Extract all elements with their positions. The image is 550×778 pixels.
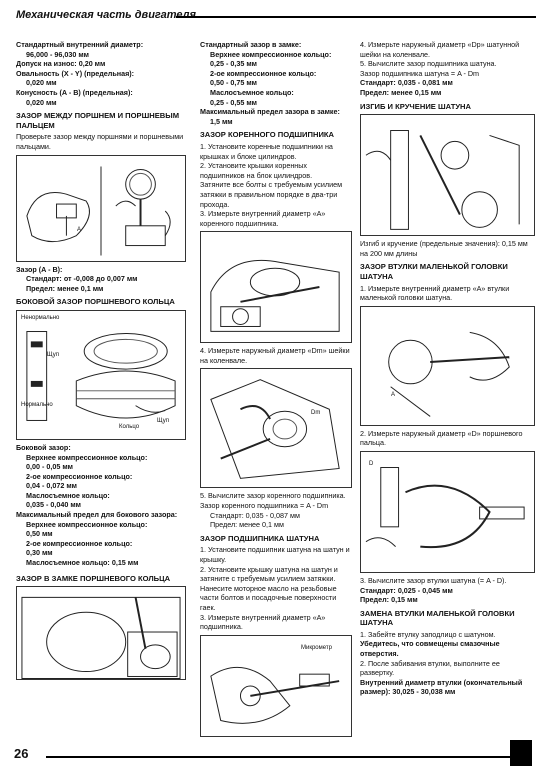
spec-line: 2-ое компрессионное кольцо: (26, 471, 133, 481)
small-end-step-3: 3. Вычислите зазор втулки шатуна (= A - D). (360, 575, 507, 585)
rod-bend-figure (360, 114, 535, 236)
spec-line: Маслосъемное кольцо: (210, 87, 294, 97)
ring-end-gap-spec (200, 40, 352, 126)
small-end-step-1: 1. Измерьте внутренний диаметр «A» втулки маленькой головки шатуна. (360, 283, 510, 303)
rod-bearing-result (360, 40, 535, 98)
journal-dm-figure (200, 368, 352, 488)
spec-line: Конусность (A - B) (предельная): (16, 87, 133, 97)
spec-line: 0,50 мм (26, 529, 53, 539)
footer-rule (46, 756, 532, 758)
label-probe-1: Щуп (47, 351, 60, 358)
label-abnormal: Ненормально (21, 314, 60, 321)
spec-line: 0,50 - 0,75 мм (210, 78, 257, 88)
main-bearing-steps (200, 142, 352, 228)
spec-line: Допуск на износ: 0,20 мм (16, 59, 106, 69)
page-number: 26 (14, 746, 29, 761)
small-end-standard: Стандарт: 0,025 - 0,045 мм (360, 585, 453, 595)
spec-line: Максимальный предел зазора в замке: (200, 107, 340, 117)
column-2 (200, 40, 352, 740)
spec-line: Стандартный зазор в замке: (200, 40, 302, 49)
piston-pin-standard: Стандарт: от -0,008 до 0,007 мм (26, 274, 138, 284)
page-title: Механическая часть двигателя (16, 9, 196, 21)
spec-line: 5. Вычислите зазор подшипника шатуна. (360, 59, 497, 69)
section-title-ring-side-clearance: БОКОВОЙ ЗАЗОР ПОРШНЕВОГО КОЛЬЦА (16, 297, 175, 307)
spec-line: Предел: менее 0,1 мм (210, 520, 284, 530)
spec-line: 0,04 - 0,072 мм (26, 481, 77, 491)
ring-side-clearance-spec (16, 443, 186, 568)
spec-line: Предел: менее 0,15 мм (360, 87, 442, 97)
spec-line: Овальность (X - Y) (предельная): (16, 68, 135, 78)
step-line: 2. Установите крышки коренных подшипников на блок цилиндров. (200, 161, 313, 180)
spec-line: 5. Вычислите зазор коренного подшипника. (200, 491, 346, 501)
figure-label-dm: Dm (311, 410, 321, 417)
section-title-bushing-replacement: ЗАМЕНА ВТУЛКИ МАЛЕНЬКОЙ ГОЛОВКИ ШАТУНА (360, 608, 515, 628)
ring-end-gap-figure (16, 586, 186, 680)
spec-line: 0,25 - 0,35 мм (210, 59, 257, 69)
spec-line: 2-ое компрессионное кольцо: (26, 538, 133, 548)
section-title-rod-bearing: ЗАЗОР ПОДШИПНИКА ШАТУНА (200, 533, 320, 543)
main-bearing-result (200, 491, 352, 529)
step-line: Нанесите моторное масло на резьбовые части болтов и посадочные поверхности гаек. (200, 583, 337, 612)
header-rule (176, 16, 536, 18)
step-line: Внутренний диаметр втулки (окончательный размер): 30,025 - 30,038 мм (360, 677, 523, 697)
footer-bar (510, 740, 532, 766)
small-end-bore-figure (360, 306, 535, 426)
piston-pin-gap: Зазор (A - B): (16, 264, 63, 274)
figure-label-micrometer: Микрометр (301, 644, 332, 651)
column-3 (360, 40, 535, 697)
spec-line: 0,25 - 0,55 мм (210, 97, 257, 107)
column-1 (16, 40, 186, 683)
rod-bearing-steps (200, 545, 352, 631)
label-ring: Кольцо (119, 423, 140, 430)
spec-line: Максимальный предел для бокового зазора: (16, 510, 178, 520)
spec-line: 1,5 мм (210, 116, 233, 126)
step-line: 2. После забивания втулки, выполните ее развертку. (360, 658, 500, 678)
spec-line: Стандарт: 0,035 - 0,087 мм (210, 510, 300, 520)
spec-line: 4. Измерьте наружный диаметр «Dp» шатунной шейки на коленвале. (360, 40, 520, 59)
section-title-piston-pin: ЗАЗОР МЕЖДУ ПОРШНЕМ И ПОРШНЕВЫМ ПАЛЬЦЕМ (16, 111, 180, 130)
step-line: Затяните все болты с требуемым усилием затяжки в правильном порядке в два-три прохода. (200, 180, 343, 209)
label-probe-2: Щуп (157, 417, 170, 424)
main-bearing-bore-figure (200, 231, 352, 343)
section-title-rod-bend: ИЗГИБ И КРУЧЕНИЕ ШАТУНА (360, 101, 472, 111)
spec-line: Зазор подшипника шатуна = A - Dm (360, 68, 480, 78)
figure-label-a-bore: A (391, 391, 396, 398)
figure-label-d: D (369, 460, 374, 467)
spec-line: 0,020 мм (26, 97, 57, 107)
rod-bend-text: Изгиб и кручение (предельные значения): 0,15 мм на 200 мм длины (360, 239, 528, 258)
section-text-piston-pin: Проверьте зазор между поршнями и поршневыми пальцами. (16, 132, 184, 151)
piston-pin-limit: Предел: менее 0,1 мм (26, 283, 104, 293)
small-end-step-2: 2. Измерьте наружный диаметр «D» поршневого пальца. (360, 428, 523, 448)
spec-line: Маслосъемное кольцо: 0,15 мм (26, 558, 139, 568)
spec-line: 0,020 мм (26, 78, 57, 88)
piston-pin-figure (16, 155, 186, 262)
spec-line: Зазор коренного подшипника = A - Dm (200, 501, 329, 511)
step-line: 3. Измерьте внутренний диаметр «A» коренного подшипника. (200, 209, 326, 228)
spec-line: Боковой зазор: (16, 442, 71, 452)
small-end-limit: Предел: 0,15 мм (360, 595, 418, 605)
section-title-main-bearing: ЗАЗОР КОРЕННОГО ПОДШИПНИКА (200, 130, 335, 140)
spec-line: Стандартный внутренний диаметр: (16, 40, 144, 49)
step-line: 2. Установите крышку шатуна на шатун и затяните с требуемым усилием затяжки. (200, 564, 338, 584)
spec-line: Стандарт: 0,035 - 0,081 мм (360, 78, 453, 88)
cylinder-spec-block (16, 40, 186, 107)
main-bearing-step-4: 4. Измерьте наружный диаметр «Dm» шейки на коленвале. (200, 346, 350, 365)
spec-line: 0,00 - 0,05 мм (26, 462, 73, 472)
step-line: 1. Установите подшипник шатуна на шатун и крышку. (200, 545, 350, 565)
pin-d-micrometer-figure (360, 451, 535, 573)
spec-line: 0,30 мм (26, 548, 53, 558)
ring-side-clearance-figure (16, 310, 186, 440)
spec-line: 2-ое компрессионное кольцо: (210, 68, 317, 78)
label-normal: Нормально (21, 401, 53, 408)
spec-line: Верхнее компрессионное кольцо: (26, 452, 148, 462)
spec-line: Верхнее компрессионное кольцо: (26, 519, 148, 529)
spec-line: Маслосъемное кольцо: (26, 490, 110, 500)
bushing-replacement-steps (360, 630, 535, 697)
step-line: 1. Забейте втулку заподлицо с шатуном. (360, 629, 496, 639)
figure-label-a: A (77, 226, 82, 233)
spec-line: 96,000 - 96,030 мм (26, 49, 89, 59)
step-line: 1. Установите коренные подшипники на крышках и блоке цилиндров. (200, 141, 333, 161)
step-line: Убедитесь, что совмещены смазочные отверстия. (360, 639, 500, 659)
rod-bearing-micrometer-figure (200, 635, 352, 737)
section-title-ring-end-gap: ЗАЗОР В ЗАМКЕ ПОРШНЕВОГО КОЛЬЦА (16, 573, 171, 583)
step-line: 3. Измерьте внутренний диаметр «A» подшипника. (200, 612, 326, 632)
spec-line: Верхнее компрессионное кольцо: (210, 49, 332, 59)
page-header (16, 6, 536, 28)
spec-line: 0,035 - 0,040 мм (26, 500, 81, 510)
section-title-small-end-bushing: ЗАЗОР ВТУЛКИ МАЛЕНЬКОЙ ГОЛОВКИ ШАТУНА (360, 262, 508, 281)
